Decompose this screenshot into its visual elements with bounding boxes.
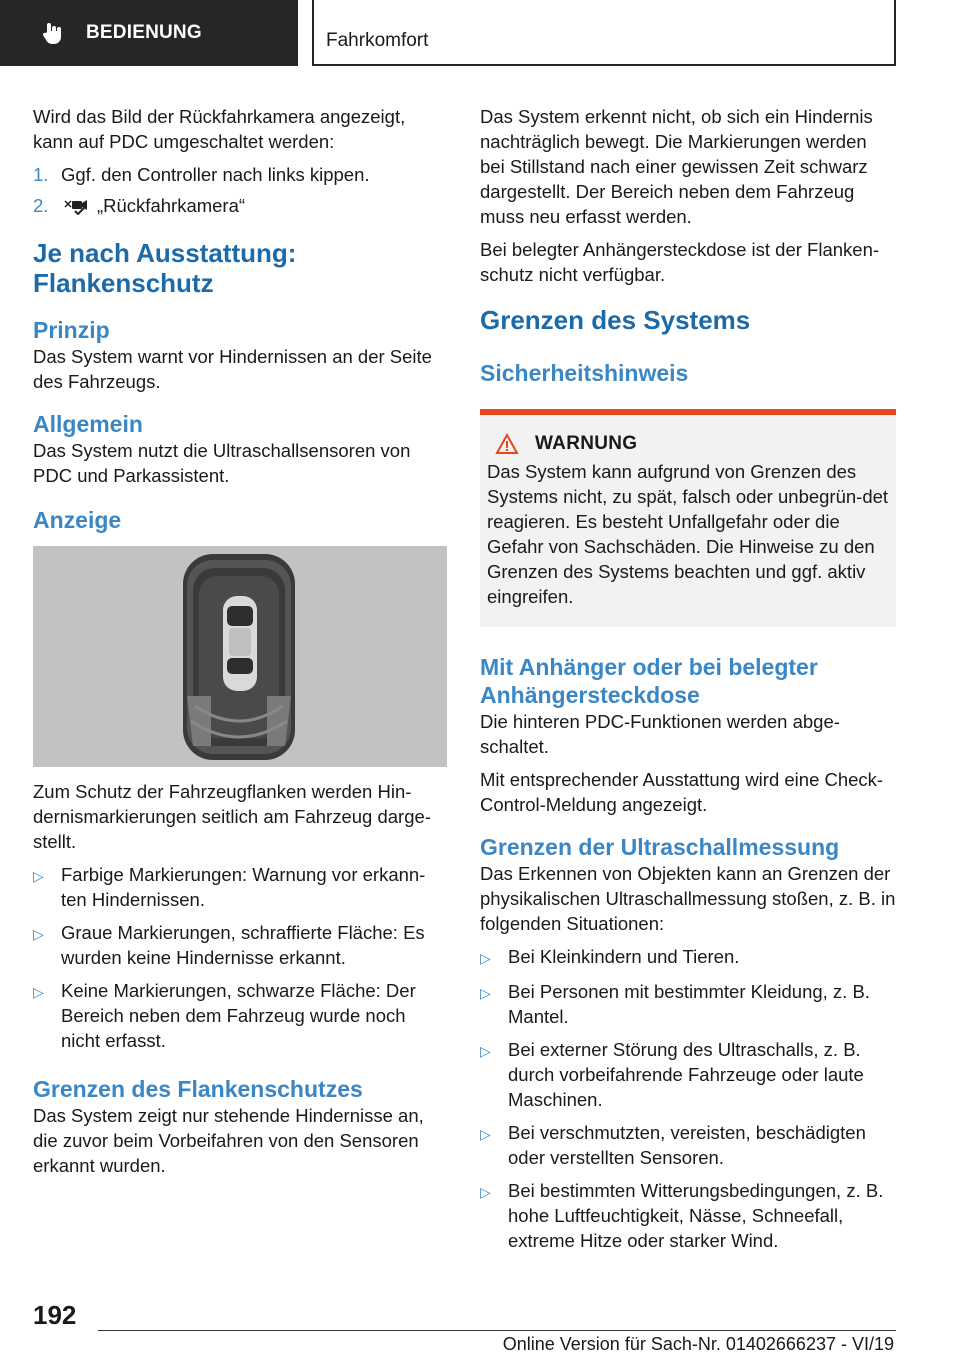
heading-flankenschutz: Je nach Ausstattung: Flankenschutz <box>33 238 297 298</box>
warning-triangle-icon <box>495 433 519 455</box>
triangle-bullet-icon: ▷ <box>33 868 44 884</box>
list-item: ▷ Keine Markierungen, schwarze Fläche: Der Bereich neben dem Fahrzeug wurde noch nicht erfasst. <box>33 980 416 1051</box>
section-label: BEDIENUNG <box>86 22 202 43</box>
text-ultraschall: Das Erkennen von Objekten kann an Grenzen der physikalischen Ultraschallmessung stoßen, z. B. in folgenden Situationen: <box>480 863 896 934</box>
left-column <box>33 104 447 1186</box>
triangle-bullet-icon: ▷ <box>480 1043 491 1059</box>
list-item: ▷ Bei verschmutzten, vereisten, beschädigten oder verstellten Sensoren. <box>480 1122 866 1168</box>
warning-text: Das System kann aufgrund von Grenzen des Systems nicht, zu spät, falsch oder unbegrün‐det reagieren. Es besteht Unfallgefahr oder die Gefahr von Sachschäden. Die Hinweise zu den Grenzen des Systems beachten und ggf. aktiv eingreifen. <box>487 461 889 607</box>
footer-divider <box>98 1330 896 1331</box>
heading-anzeige: Anzeige <box>33 507 122 533</box>
heading-sicherheitshinweis: Sicherheitshinweis <box>480 360 689 386</box>
hand-pointer-icon <box>40 20 66 46</box>
page-footer <box>0 1290 960 1362</box>
triangle-bullet-icon: ▷ <box>480 985 491 1001</box>
heading-anhaenger: Mit Anhänger oder bei belegter Anhängersteckdose <box>480 654 818 708</box>
text-check-control: Mit entsprechender Ausstattung wird eine Check-Control-Meldung angezeigt. <box>480 769 884 815</box>
page-number: 192 <box>33 1300 77 1330</box>
rear-camera-icon <box>61 197 89 215</box>
heading-ultraschall: Grenzen der Ultraschallmessung <box>480 834 840 860</box>
step-number: 1. <box>33 164 49 185</box>
heading-allgemein: Allgemein <box>33 411 143 437</box>
chapter-tab <box>312 0 896 66</box>
page-header <box>0 0 960 66</box>
situation-bullets <box>480 944 896 1253</box>
flank-protection-figure <box>33 546 447 767</box>
triangle-bullet-icon: ▷ <box>33 926 44 942</box>
list-item: ▷ Bei bestimmten Witterungsbedingungen, z. B. hohe Luftfeuchtigkeit, Nässe, Schneefall, extreme Hitze oder starker Wind. <box>480 1180 884 1251</box>
text-bewegung: Das System erkennt nicht, ob sich ein Hindernis nachträglich bewegt. Die Markierungen werden bei Stillstand nach einer gewissen Zeit schwarz dargestellt. Der Bereich neben dem Fahrzeug muss neu erfasst werden. <box>480 106 873 227</box>
right-column <box>480 104 896 1261</box>
text-prinzip: Das System warnt vor Hindernissen an der Seite des Fahrzeugs. <box>33 346 432 392</box>
section-tab <box>0 0 298 66</box>
car-sensor-illustration <box>33 546 447 767</box>
text-grenzen-flankenschutz: Das System zeigt nur stehende Hindernisse an, die zuvor beim Vorbeifahren von den Sensoren erkannt wurden. <box>33 1105 424 1176</box>
warning-title: WARNUNG <box>535 433 638 454</box>
intro-text: Wird das Bild der Rückfahrkamera angezeigt, kann auf PDC umgeschaltet werden: <box>33 106 406 152</box>
list-item: ▷ Farbige Markierungen: Warnung vor erkann‐ten Hindernissen. <box>33 864 426 910</box>
text-schutz: Zum Schutz der Fahrzeugflanken werden Hin‐dernismarkierungen seitlich am Fahrzeug darge‐stellt. <box>33 781 431 852</box>
step-text: „Rückfahrkamera“ <box>97 195 246 216</box>
footer-note: Online Version für Sach-Nr. 01402666237 - VI/19 <box>502 1334 894 1354</box>
list-item: ▷ Bei Kleinkindern und Tieren. <box>480 944 896 971</box>
triangle-bullet-icon: ▷ <box>480 950 491 966</box>
triangle-bullet-icon: ▷ <box>480 1126 491 1142</box>
list-item: ▷ Bei Personen mit bestimmter Kleidung, z. B. Mantel. <box>480 981 870 1027</box>
list-item: ▷ Bei externer Störung des Ultraschalls, z. B. durch vorbeifahrende Fahrzeuge oder laute Maschinen. <box>480 1039 864 1110</box>
text-pdc-abgeschaltet: Die hinteren PDC-Funktionen werden abge‐schaltet. <box>480 711 840 757</box>
text-anhaengersteckdose: Bei belegter Anhängersteckdose ist der Flanken‐schutz nicht verfügbar. <box>480 239 880 285</box>
triangle-bullet-icon: ▷ <box>33 984 44 1000</box>
triangle-bullet-icon: ▷ <box>480 1184 491 1200</box>
heading-grenzen-flankenschutz: Grenzen des Flankenschutzes <box>33 1076 363 1102</box>
step-number: 2. <box>33 195 49 216</box>
step-item <box>33 162 447 187</box>
steps-list <box>33 162 447 218</box>
warning-box <box>480 409 896 627</box>
heading-grenzen-systems: Grenzen des Systems <box>480 305 751 335</box>
chapter-label: Fahrkomfort <box>326 30 429 51</box>
step-item <box>33 193 447 218</box>
heading-prinzip: Prinzip <box>33 317 110 343</box>
text-allgemein: Das System nutzt die Ultraschallsensoren von PDC und Parkassistent. <box>33 440 411 486</box>
list-item: ▷ Graue Markierungen, schraffierte Fläche: Es wurden keine Hindernisse erkannt. <box>33 922 425 968</box>
step-text: Ggf. den Controller nach links kippen. <box>61 164 370 185</box>
marker-bullets <box>33 862 447 1053</box>
